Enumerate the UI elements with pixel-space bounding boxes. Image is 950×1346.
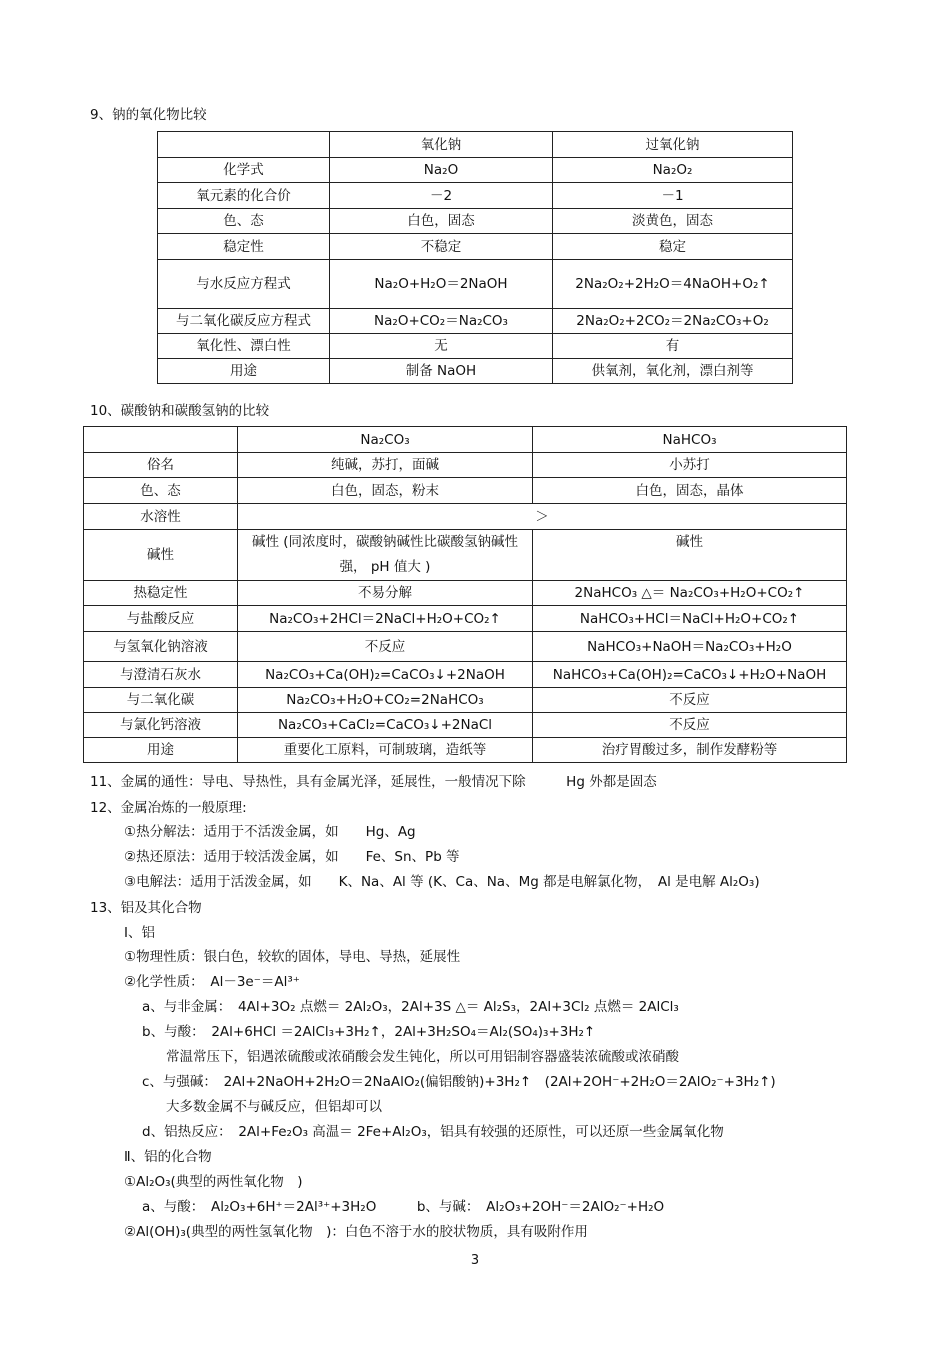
metal-properties-line: 11、金属的通性：导电、导热性，具有金属光泽，延展性，一般情况下除 Hg 外都是固态 [90,774,657,790]
aluminum-hydroxide-line: ②Al(OH)₃(典型的两性氢氧化物 )：白色不溶于水的胶状物质，具有吸附作用 [124,1224,588,1240]
section-10-title: 10、碳酸钠和碳酸氢钠的比较 [90,403,270,419]
table-row [84,581,847,606]
thermal-reduction-line: ②热还原法：适用于较活泼金属，如 Fe、Sn、Pb 等 [124,849,460,865]
row-label-cell: 氧元素的化合价 [158,183,330,209]
table-row [158,359,793,384]
table-cell: 2Na₂O₂+2H₂O＝4NaOH+O₂↑ [553,260,793,309]
header-cell [158,132,330,158]
table-row [84,713,847,738]
thermal-decomposition-line: ①热分解法：适用于不活泼金属，如 Hg、Ag [124,824,416,840]
aluminum-subtitle: Ⅰ、铝 [124,925,155,941]
table-row [158,334,793,359]
table-cell: 供氧剂，氧化剂，漂白剂等 [553,359,793,384]
table-row [158,234,793,260]
row-label-cell: 碱性 [84,530,238,581]
alumina-line: ①Al₂O₃(典型的两性氧化物 ) [124,1174,303,1190]
table-row [84,530,847,581]
row-label-cell: 与澄清石灰水 [84,662,238,688]
electrolysis-line: ③电解法：适用于活泼金属，如 K、Na、Al 等 (K、Ca、Na、Mg 都是电解氯化物， Al 是电解 Al₂O₃) [124,874,760,890]
thermite-reaction-line: d、铝热反应： 2Al+Fe₂O₃ 高温＝ 2Fe+Al₂O₃，铝具有较强的还原性，可以还原一些金属氧化物 [142,1124,724,1140]
header-cell: Na₂CO₃ [238,427,533,453]
sodium-oxide-table [157,131,793,384]
table-row [84,662,847,688]
table-cell: 制备 NaOH [330,359,553,384]
aluminum-compounds-title: Ⅱ、铝的化合物 [124,1149,212,1165]
table-cell: －1 [553,183,793,209]
metal-smelting-title: 12、金属冶炼的一般原理: [90,800,247,816]
table-row [84,606,847,632]
table-cell: 2NaHCO₃ △＝ Na₂CO₃+H₂O+CO₂↑ [533,581,847,606]
row-label-cell: 色、态 [84,478,238,504]
row-label-cell: 与氢氧化钠溶液 [84,632,238,662]
table-row [158,158,793,183]
table-cell: ＞ [238,504,847,530]
table-cell: Na₂CO₃+Ca(OH)₂=CaCO₃↓+2NaOH [238,662,533,688]
nonmetal-reaction-line: a、与非金属： 4Al+3O₂ 点燃＝ 2Al₂O₃，2Al+3S △＝ Al₂S₃，2Al+3Cl₂ 点燃＝ 2AlCl₃ [142,999,679,1015]
table-row [84,632,847,662]
table-header-row [158,132,793,158]
row-label-cell: 化学式 [158,158,330,183]
table-row [158,309,793,334]
row-label-cell: 热稳定性 [84,581,238,606]
table-cell: NaHCO₃+NaOH＝Na₂CO₃+H₂O [533,632,847,662]
table-cell: Na₂CO₃+H₂O+CO₂=2NaHCO₃ [238,688,533,713]
table-cell: Na₂CO₃+2HCl＝2NaCl+H₂O+CO₂↑ [238,606,533,632]
table-cell: NaHCO₃+HCl＝NaCl+H₂O+CO₂↑ [533,606,847,632]
table-cell: NaHCO₃+Ca(OH)₂=CaCO₃↓+H₂O+NaOH [533,662,847,688]
aluminum-section-title: 13、铝及其化合物 [90,900,202,916]
row-label-cell: 用途 [84,738,238,763]
header-cell: 氧化钠 [330,132,553,158]
table-cell: 淡黄色，固态 [553,209,793,234]
table-cell: Na₂O+CO₂＝Na₂CO₃ [330,309,553,334]
row-label-cell: 氧化性、漂白性 [158,334,330,359]
table-cell: 治疗胃酸过多，制作发酵粉等 [533,738,847,763]
table-row [158,183,793,209]
row-label-cell: 水溶性 [84,504,238,530]
table-cell: 纯碱，苏打，面碱 [238,453,533,478]
base-reaction-line: c、与强碱： 2Al+2NaOH+2H₂O＝2NaAlO₂(偏铝酸钠)+3H₂↑ (2Al+2OH⁻+2H₂O＝2AlO₂⁻+3H₂↑) [142,1074,776,1090]
passivation-note: 常温常压下，铝遇浓硫酸或浓硝酸会发生钝化，所以可用铝制容器盛装浓硫酸或浓硝酸 [166,1049,679,1065]
table-cell: 无 [330,334,553,359]
aluminum-physical-line: ①物理性质：银白色，较软的固体，导电、导热，延展性 [124,949,461,965]
table-cell: 不反应 [533,688,847,713]
table-cell: 不反应 [238,632,533,662]
table-row [158,260,793,309]
table-cell: 白色，固态，晶体 [533,478,847,504]
table-cell: －2 [330,183,553,209]
table-cell: Na₂O₂ [553,158,793,183]
row-label-cell: 与水反应方程式 [158,260,330,309]
table-cell: 不易分解 [238,581,533,606]
table-cell: 碱性 [533,530,847,581]
table-cell: 小苏打 [533,453,847,478]
header-cell: NaHCO₃ [533,427,847,453]
acid-reaction-line: b、与酸： 2Al+6HCl ＝2AlCl₃+3H₂↑，2Al+3H₂SO₄＝Al₂(SO₄)₃+3H₂↑ [142,1024,596,1040]
table-cell: 不稳定 [330,234,553,260]
table-row [84,478,847,504]
table-cell: 有 [553,334,793,359]
carbonate-table [83,426,847,763]
table-cell: Na₂O+H₂O＝2NaOH [330,260,553,309]
row-label-cell: 与盐酸反应 [84,606,238,632]
table-cell: 重要化工原料，可制玻璃，造纸等 [238,738,533,763]
table-cell: Na₂CO₃+CaCl₂=CaCO₃↓+2NaCl [238,713,533,738]
table-cell: 白色，固态，粉末 [238,478,533,504]
header-cell [84,427,238,453]
section-9-title: 9、钠的氧化物比较 [90,107,207,123]
row-label-cell: 色、态 [158,209,330,234]
page-number: 3 [470,1253,480,1268]
row-label-cell: 与氯化钙溶液 [84,713,238,738]
row-label-cell: 稳定性 [158,234,330,260]
table-cell: 不反应 [533,713,847,738]
base-reaction-note: 大多数金属不与碱反应，但铝却可以 [166,1099,382,1115]
row-label-cell: 俗名 [84,453,238,478]
table-cell: Na₂O [330,158,553,183]
header-cell: 过氧化钠 [553,132,793,158]
table-row [84,688,847,713]
table-row [158,209,793,234]
table-cell: 碱性 (同浓度时，碳酸钠碱性比碳酸氢钠碱性强， pH 值大 ) [238,530,533,581]
row-label-cell: 与二氧化碳 [84,688,238,713]
row-label-cell: 与二氧化碳反应方程式 [158,309,330,334]
aluminum-chemical-line: ②化学性质： Al－3e⁻＝Al³⁺ [124,974,300,990]
alumina-reactions-line: a、与酸： Al₂O₃+6H⁺＝2Al³⁺+3H₂O b、与碱： Al₂O₃+2OH⁻＝2AlO₂⁻+H₂O [142,1199,665,1215]
table-cell: 白色，固态 [330,209,553,234]
table-row [84,504,847,530]
table-header-row [84,427,847,453]
table-row [84,453,847,478]
table-cell: 2Na₂O₂+2CO₂＝2Na₂CO₃+O₂ [553,309,793,334]
table-row [84,738,847,763]
table-cell: 稳定 [553,234,793,260]
row-label-cell: 用途 [158,359,330,384]
